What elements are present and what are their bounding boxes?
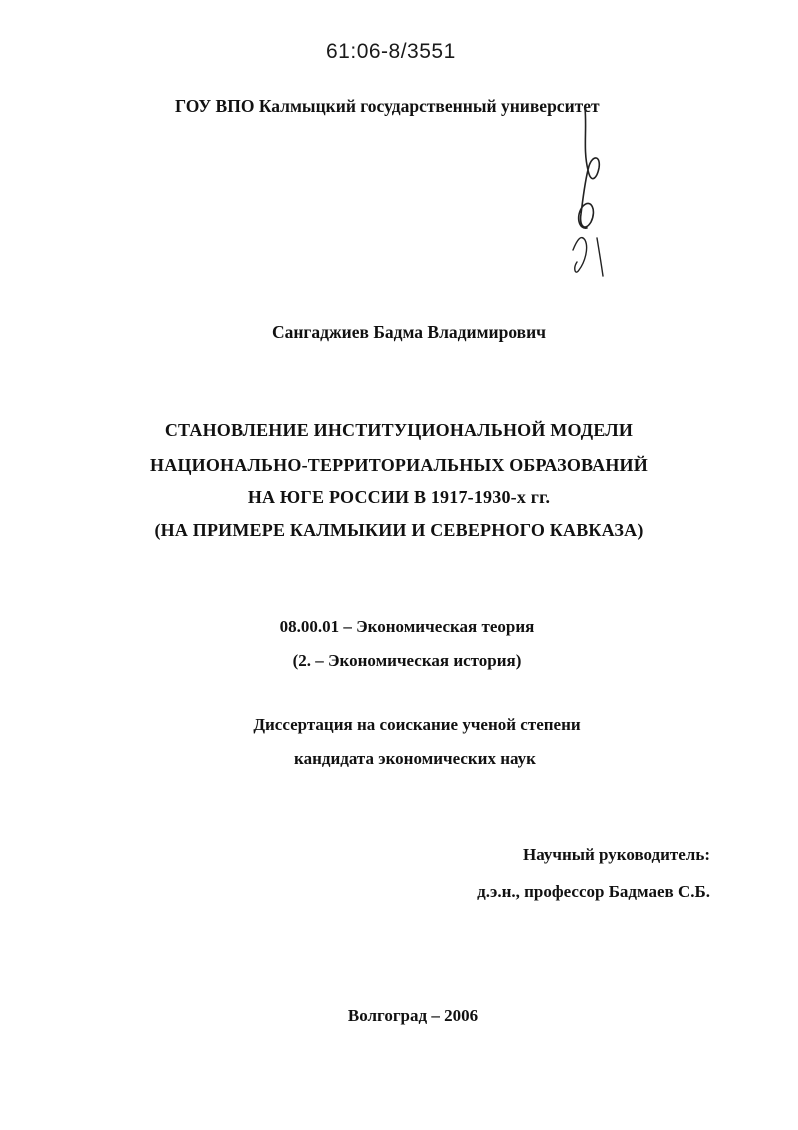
thesis-title-line-3: НА ЮГЕ РОССИИ В 1917-1930-х гг. <box>247 487 551 507</box>
thesis-title-line-4: (НА ПРИМЕРЕ КАЛМЫКИИ И СЕВЕРНОГО КАВКАЗА) <box>154 520 644 540</box>
specialty-subfield: (2. – Экономическая история) <box>292 651 522 670</box>
degree-statement-line-1: Диссертация на соискание ученой степени <box>253 715 581 734</box>
supervisor-label: Научный руководитель: <box>523 845 710 864</box>
thesis-title-line-1: СТАНОВЛЕНИЕ ИНСТИТУЦИОНАЛЬНОЙ МОДЕЛИ <box>164 420 634 440</box>
author-name: Сангаджиев Бадма Владимирович <box>271 322 547 342</box>
city-year: Волгоград – 2006 <box>347 1006 479 1025</box>
library-stamp-code: 61:06-8/3551 <box>326 40 456 63</box>
specialty-code: 08.00.01 – Экономическая теория <box>279 617 535 636</box>
handwritten-signature <box>555 90 635 290</box>
degree-statement-line-2: кандидата экономических наук <box>294 749 536 768</box>
institution-name: ГОУ ВПО Калмыцкий государственный университет <box>175 96 600 116</box>
thesis-title-line-2: НАЦИОНАЛЬНО-ТЕРРИТОРИАЛЬНЫХ ОБРАЗОВАНИЙ <box>150 455 648 475</box>
supervisor-name: д.э.н., профессор Бадмаев С.Б. <box>477 882 710 901</box>
